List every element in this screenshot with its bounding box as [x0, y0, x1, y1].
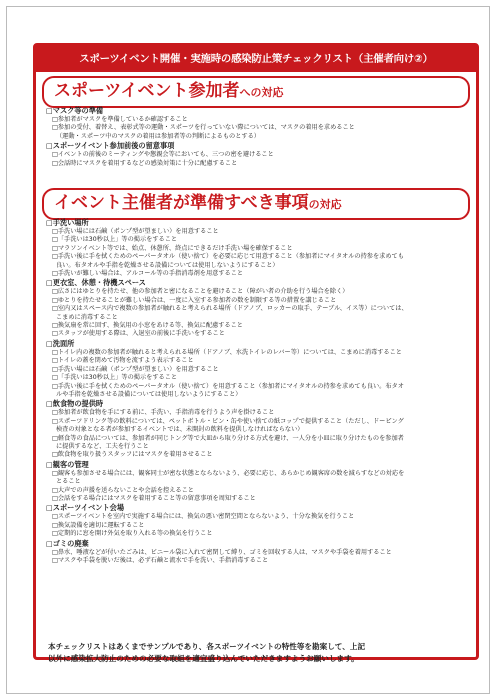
participants-heading [42, 76, 470, 108]
checklist-frame [33, 43, 479, 663]
organizer-list [46, 218, 470, 565]
checklist-item: □手洗いが難しい場合は、アルコール等の手指消毒剤を用意すること [52, 270, 244, 278]
checklist-item: □ゆとりを持たせることが難しい場合は、一度に入室する参加者の数を制限する等の措置を講じること [52, 296, 337, 304]
category-title: □更衣室、休憩・待機スペース [46, 278, 146, 288]
category-title: □スポーツイベント会場 [46, 503, 125, 513]
checklist-item: □鼻水、唾液などが付いたごみは、ビニール袋に入れて密閉して縛り、ゴミを回収する人は、マスクや手袋を着用すること [52, 548, 392, 556]
checklist-item-continued: 良い。布タオルや手指を乾燥させる設備については使用しないようにすること） [56, 261, 279, 269]
organizer-heading-suffix: の対応 [308, 198, 342, 211]
checklist-item-continued: こまめに消毒すること [56, 313, 118, 321]
checklist-item: □大声での声援を送らないことや会話を控えること [52, 486, 194, 494]
checklist-item: □トイレ内の複数の参加者が触れると考えられる場所（ドアノブ、水洗トイレのレバー等）については、こまめに消毒すること [52, 348, 402, 356]
checklist-item: □手洗い後に手を拭くためのペーパータオル（使い捨て）を必要に応じて用意すること（参加者にマイタオルの持参を求めても [52, 253, 404, 261]
checklist-item-continued: に提供するなど、工夫を行うこと [56, 442, 149, 450]
category-title: □飲食物の提供時 [46, 399, 104, 409]
checklist-item-continued: とること [56, 478, 81, 486]
participants-heading-main: スポーツイベント参加者 [54, 81, 240, 101]
checklist-item: □トイレの蓋を閉めて汚物を流すよう表示すること [52, 357, 194, 365]
category-title: □マスク等の準備 [46, 106, 104, 115]
checklist-item: □観客も参加させる場合には、観客同士が密な状態とならないよう、必要に応じ、あらかじめ観客席の数を減らすなどの対応を [52, 469, 405, 477]
checklist-item: □スタッフが使用する際は、入退室の前後に手洗いをすること [52, 330, 225, 338]
category-title: □ゴミの廃棄 [46, 538, 89, 548]
page-title: スポーツイベント開催・実施時の感染防止策チェックリスト（主催者向け②） [36, 46, 476, 72]
disclaimer-line-2: 以外に感染拡大防止のための必要な取組を適宜盛り込んでいただきますようお願いします。 [48, 654, 359, 663]
participants-heading-suffix: への対応 [239, 86, 284, 99]
checklist-item: □手洗い場には石鹸（ポンプ型が望ましい）を用意すること [52, 228, 219, 235]
checklist-item: □「手洗いは30秒以上」等の掲示をすること [52, 236, 178, 244]
checklist-item: □スポーツイベントを室内で実施する場合には、換気の悪い密閉空間とならないよう、十分な換気を行うこと [52, 513, 355, 521]
checklist-item: □スポーツドリンク等の飲料については、ペットボトル・ビン・缶や使い捨ての紙コップで提供すること（ただし、ドーピング [52, 417, 404, 425]
checklist-item: □マラソンイベント等では、始点、休憩所、終点にできるだけ手洗い場を確保すること [52, 244, 293, 252]
checklist-item: □手洗い後に手を拭くためのペーパータオル（使い捨て）を用意すること（参加者にマイタオルの持参を求めても良い。布タオ [52, 382, 404, 390]
checklist-item: □参加の受付、着替え、表彰式等の運動・スポーツを行っていない際については、マスクの着用を求めること [52, 124, 355, 132]
checklist-item: □定期的に窓を開け外気を取り入れる等の換気を行うこと [52, 530, 213, 538]
checklist-item: □広さにはゆとりを持たせ、他の参加者と密になることを避けること（障がい者の介助を行う場合を除く） [52, 288, 349, 296]
checklist-item: □会話をする場合にはマスクを着用すること等の留意事項を周知すること [52, 494, 256, 502]
checklist-item: □飲食物を取り扱うスタッフにはマスクを着用させること [52, 451, 213, 459]
document-page [6, 6, 490, 694]
checklist-item: □手洗い場には石鹸（ポンプ型が望ましい）を用意すること [52, 365, 219, 373]
checklist-item: □換気設備を適切に運転すること [52, 521, 145, 529]
checklist-item: □マスクや手袋を脱いだ後は、必ず石鹸と流水で手を洗い、手指消毒すること [52, 557, 269, 564]
checklist-item: □イベントの前後のミーティングや懇親会等においても、三つの密を避けること [52, 151, 274, 159]
checklist-item: □参加者が飲食物を手にする前に、手洗い、手指消毒を行うよう声を掛けること [52, 409, 275, 417]
checklist-item: □「手洗いは30秒以上」等の掲示をすること [52, 374, 178, 382]
checklist-item-continued: ルや手指を乾燥させる設備については使用しないようにすること） [56, 390, 242, 398]
category-title: □洗面所 [46, 338, 75, 348]
disclaimer-note [48, 641, 468, 665]
checklist-item: □室内又はスペース内で複数の参加者が触れると考えられる場所（ドアノブ、ロッカーの取手、テーブル、イス等）については、 [52, 305, 408, 313]
organizer-heading [42, 188, 470, 220]
checklist-item-note: （運動・スポーツ中のマスクの着用は参加者等の判断によるものとする） [56, 132, 260, 140]
category-title: □スポーツイベント参加前後の留意事項 [46, 141, 175, 151]
participants-list [46, 106, 470, 168]
checklist-item: □軽食等の食品については、参加者が同じトング等で大皿から取り分ける方式を避け、一人分を小皿に取り分けたものを参加者 [52, 434, 404, 442]
disclaimer-line-1: 本チェックリストはあくまでサンプルであり、各スポーツイベントの特性等を勘案して、上記 [48, 642, 366, 651]
category-title: □手洗い場所 [46, 218, 89, 227]
organizer-heading-main: イベント主催者が準備すべき事項 [54, 193, 309, 213]
checklist-item: □会話時にマスクを着用するなどの感染対策に十分に配慮すること [52, 159, 238, 167]
checklist-item: □参加者がマスクを準備しているか確認すること [52, 116, 188, 123]
checklist-item-continued: 検査の対象となる者が参加するイベントでは、未開封の飲料を提供しなければならない） [56, 426, 304, 434]
checklist-item: □換気扇を常に回す、換気用の小窓をあける等、換気に配慮すること [52, 322, 243, 330]
category-title: □観客の管理 [46, 459, 89, 469]
